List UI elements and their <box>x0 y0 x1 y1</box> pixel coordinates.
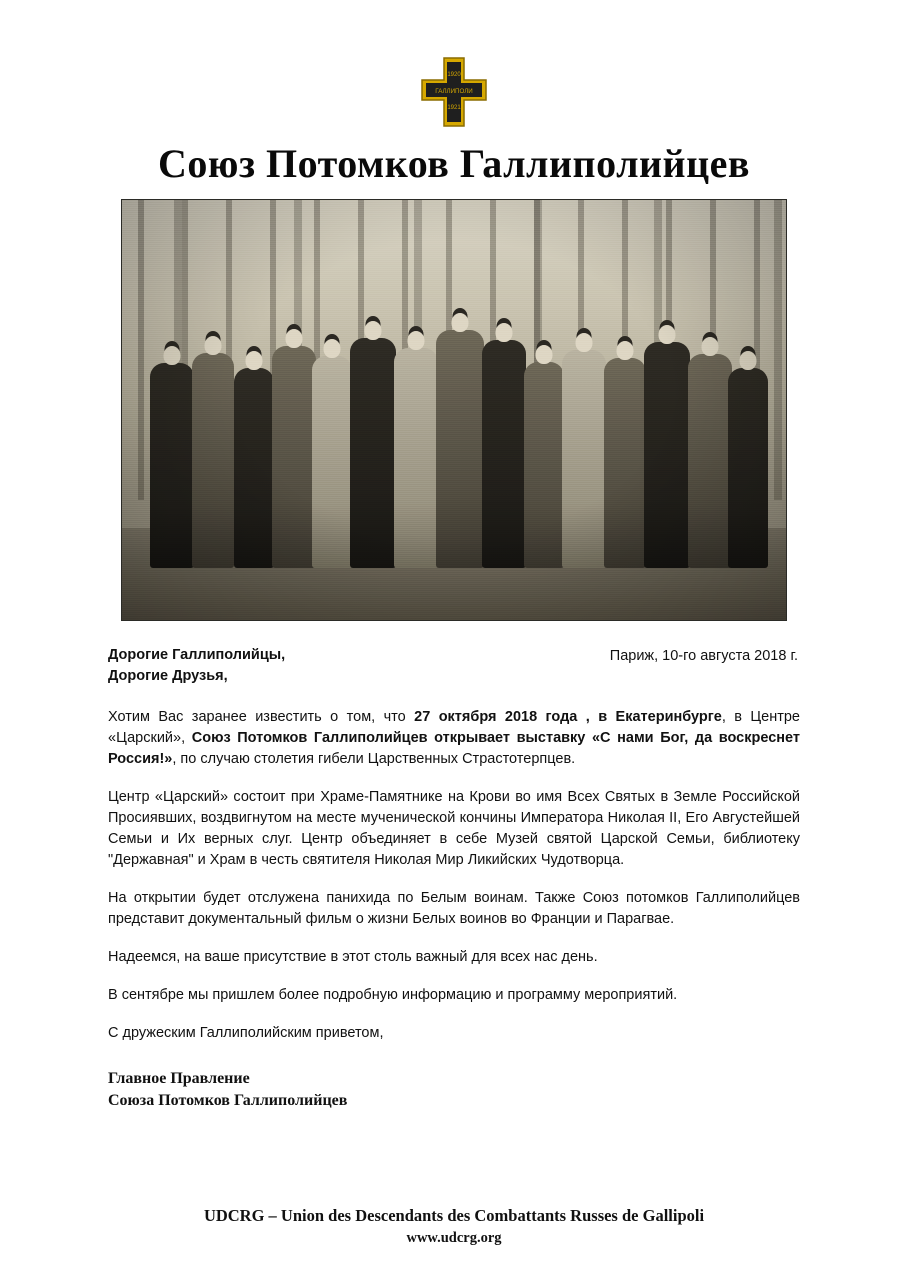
signature-block <box>108 1068 800 1111</box>
svg-text:1921: 1921 <box>447 105 461 111</box>
letter-paragraph-p5 <box>108 985 800 1006</box>
footer-website[interactable]: www.udcrg.org <box>406 1230 502 1247</box>
emphasis-text: 27 октября 2018 года , в Екатеринбурге <box>414 709 722 726</box>
letter-body <box>108 645 800 1111</box>
letter-paragraph-p4 <box>108 947 800 968</box>
historical-group-photo <box>121 199 787 621</box>
svg-text:1920: 1920 <box>447 72 461 78</box>
body-text: Надеемся, на ваше присутствие в этот столь важный для всех нас день. <box>108 949 598 966</box>
body-text: В сентябре мы пришлем более подробную информацию и программу мероприятий. <box>108 987 678 1004</box>
salutation-row <box>108 645 800 687</box>
salutation-line-2: Дорогие Друзья, <box>108 668 228 685</box>
svg-text:ГАЛЛИПОЛИ: ГАЛЛИПОЛИ <box>435 88 473 95</box>
letter-paragraph-p3 <box>108 888 800 930</box>
body-text: , по случаю столетия гибели Царственных Страстотерпцев. <box>172 751 576 768</box>
salutation-line-1: Дорогие Галлиполийцы, <box>108 647 286 663</box>
place-and-date: Париж, 10-го августа 2018 г. <box>609 648 798 664</box>
letter-paragraph-p6 <box>108 1023 800 1044</box>
emphasis-text: Союз Потомков Галлиполийцев открывает выставку «С нами Бог, да воскреснет Россия!» <box>108 730 800 768</box>
photo-container <box>108 199 800 621</box>
letter-paragraph-p1 <box>108 707 800 770</box>
emblem-container <box>108 0 800 128</box>
body-text: С дружеским Галлиполийским приветом, <box>108 1025 384 1042</box>
document-footer <box>0 1204 908 1251</box>
body-text: , в Центре «Царский», <box>108 709 800 747</box>
photo-figures <box>122 278 786 568</box>
letter-paragraphs <box>108 707 800 1044</box>
salutation <box>108 645 285 687</box>
signature-line-1: Главное Правление <box>108 1070 250 1088</box>
letter-paragraph-p2 <box>108 787 800 871</box>
body-text: Центр «Царский» состоит при Храме-Памятнике на Крови во имя Всех Святых в Земле Российской Просиявших, воздвигнутом на месте мученической кончины Императора Николая II, Его Августейшей Семьи и Их верных слуг. Центр объединяет в себе Музей святой Царской Семьи, библиотеку "Державная" и Храм в честь святителя Николая Мир Ликийских Чудотворца. <box>108 789 800 869</box>
page-title: Союз Потомков Галлиполийцев <box>157 141 750 186</box>
footer-organization: UDCRG – Union des Descendants des Combattants Russes de Gallipoli <box>203 1205 705 1225</box>
body-text: Хотим Вас заранее известить о том, что <box>108 709 415 726</box>
body-text: На открытии будет отслужена панихида по Белым воинам. Также Союз потомков Галлиполийцев представит документальный фильм о жизни Белых воинов во Франции и Парагвае. <box>108 890 800 928</box>
signature-line-2: Союза Потомков Галлиполийцев <box>108 1091 348 1109</box>
gallipoli-cross-icon <box>418 56 490 128</box>
